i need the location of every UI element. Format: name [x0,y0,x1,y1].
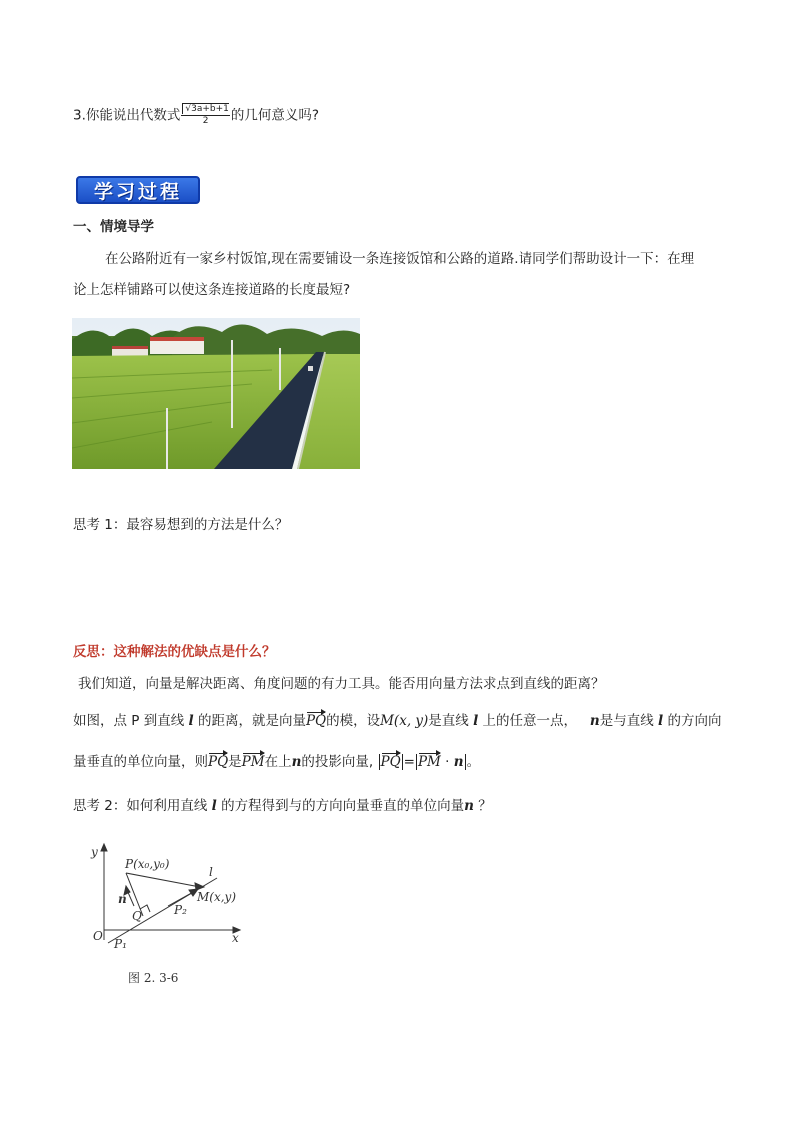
vector-n: n [464,798,474,814]
q3-prefix: 3.你能说出代数式 [73,107,181,124]
figure-caption: 图 2. 3-6 [128,971,179,985]
text: 思考 2：如何利用直线 [73,798,212,814]
vector-n: n [291,754,302,770]
equals: = [403,754,415,770]
figure-2-3-6 [82,840,252,990]
text: ？ [473,798,492,814]
vector-pm: PM [241,754,265,770]
think-2 [73,796,492,816]
text: 如图，点 P 到直线 [73,713,189,729]
text: 的投影向量, [301,754,374,770]
label-l: l [209,865,213,879]
para1-line2: 论上怎样铺路可以使这条连接道路的长度最短? [73,282,351,298]
text: 是与直线 [599,713,659,729]
label-p: P(x₀,y₀) [125,857,170,871]
vector-n: n [453,754,464,770]
label-y: y [91,845,98,859]
section-banner: 学习过程 [76,176,200,204]
dot: · [440,754,454,770]
text: 的方向向 [663,713,722,729]
var-l: l [188,713,194,729]
label-x: x [232,931,239,945]
vector-n: n [589,713,600,729]
label-q: Q [132,909,142,923]
para1-line1: 在公路附近有一家乡村饭馆,现在需要铺设一条连接饭馆和公路的道路.请同学们帮助设计一下：在理 [105,251,695,267]
q3-suffix: 的几何意义吗? [230,107,320,124]
text: 的方程得到与的方向向量垂直的单位向量 [216,798,465,814]
text: 在上 [264,754,292,770]
section-title: 一、情境导学 [73,219,154,235]
vector-pq: PQ [305,713,327,729]
label-p1: P₁ [114,937,127,951]
fraction [181,104,230,127]
reflection-heading: 反思：这种解法的优缺点是什么？ [73,644,276,660]
text: 上的任意一点， [478,713,578,729]
text: 的模，设 [326,713,381,729]
text: 是直线 [428,713,474,729]
text: 。 [466,754,481,770]
frac-denominator: 2 [202,116,209,126]
var-l: l [211,798,217,814]
think-1: 思考 1：最容易想到的方法是什么？ [73,517,289,533]
text: 的距离，就是向量 [193,713,306,729]
text: 量垂直的单位向量，则 [73,754,208,770]
vector-pq: PQ [208,754,229,770]
label-n: n [118,892,127,906]
text: 是 [228,754,242,770]
point-m: M(x, y) [380,713,429,729]
var-l: l [473,713,479,729]
para2: 我们知道，向量是解决距离、角度问题的有力工具。能否用向量方法求点到直线的距离？ [78,676,605,692]
vector-pq: PQ [380,754,401,770]
label-p2: P₂ [174,903,187,917]
var-l: l [658,713,664,729]
label-o: O [93,929,103,943]
vector-pm: PM [417,754,441,770]
road-photo [72,318,360,469]
frac-numerator: √3a+b+1 [182,103,229,114]
label-m: M(x,y) [197,890,237,904]
para3 [73,711,721,731]
para4 [73,752,480,772]
question-3 [73,104,319,127]
